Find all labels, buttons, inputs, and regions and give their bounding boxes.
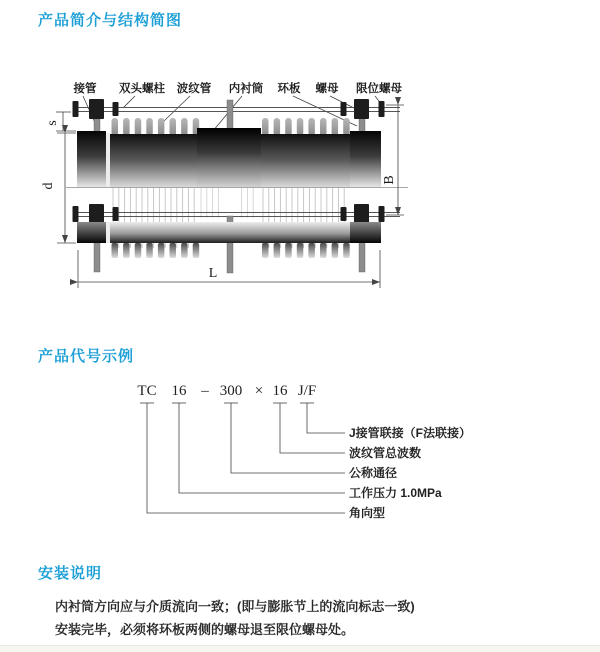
dim-b — [382, 105, 404, 215]
section-title-installation: 安装说明 — [38, 565, 103, 582]
installation-instructions — [55, 595, 555, 641]
dim-label-l: L — [208, 266, 218, 281]
code-seg-waves: 16 — [272, 383, 288, 399]
code-seg-pressure: 16 — [171, 383, 187, 399]
code-seg-type: TC — [137, 383, 157, 399]
callout-working-pressure: 工作压力 1.0MPa — [349, 486, 442, 500]
code-seg-diameter: 300 — [219, 383, 243, 399]
label-double-end-stud: 双头螺柱 — [119, 83, 165, 95]
dim-label-d: d — [41, 182, 56, 190]
label-nut: 螺母 — [315, 83, 339, 95]
dim-label-b: B — [382, 175, 397, 185]
label-bellows: 波纹管 — [176, 83, 212, 95]
label-inner-sleeve: 内衬筒 — [228, 83, 264, 95]
tie-rod-top — [75, 108, 400, 112]
installation-line-2: 安装完毕，必须将环板两侧的螺母退至限位螺母处。 — [55, 622, 355, 637]
code-seg-connection: J/F — [297, 383, 317, 399]
dim-label-s: s — [45, 120, 60, 126]
product-code-diagram — [0, 378, 600, 540]
label-ring-plate: 环板 — [277, 83, 301, 95]
page-bottom-band — [0, 645, 600, 652]
callout-wave-count: 波纹管总波数 — [349, 446, 422, 460]
label-limit-nut: 限位螺母 — [356, 83, 402, 95]
dim-d — [41, 133, 76, 243]
body-top-half — [77, 118, 381, 187]
part-labels — [73, 81, 403, 95]
callout-nominal-diameter: 公称通径 — [349, 466, 398, 480]
code-connector-lines — [140, 403, 345, 513]
dim-s — [45, 112, 76, 131]
code-seg-dash: – — [201, 383, 209, 399]
code-callout-labels — [349, 425, 471, 520]
section-title-product-intro: 产品简介与结构简图 — [38, 12, 183, 29]
section-title-product-code: 产品代号示例 — [38, 348, 135, 365]
structure-diagram — [0, 60, 600, 315]
callout-connection: J接管联接（F法联接） — [349, 426, 472, 440]
label-connecting-pipe: 接管 — [73, 83, 97, 95]
tie-rod-bottom — [75, 213, 400, 217]
code-segments — [137, 383, 316, 399]
callout-angular-type: 角向型 — [349, 506, 386, 520]
code-seg-times: × — [254, 383, 264, 399]
installation-line-1: 内衬筒方向应与介质流向一致；(即与膨胀节上的流向标志一致) — [55, 599, 415, 614]
